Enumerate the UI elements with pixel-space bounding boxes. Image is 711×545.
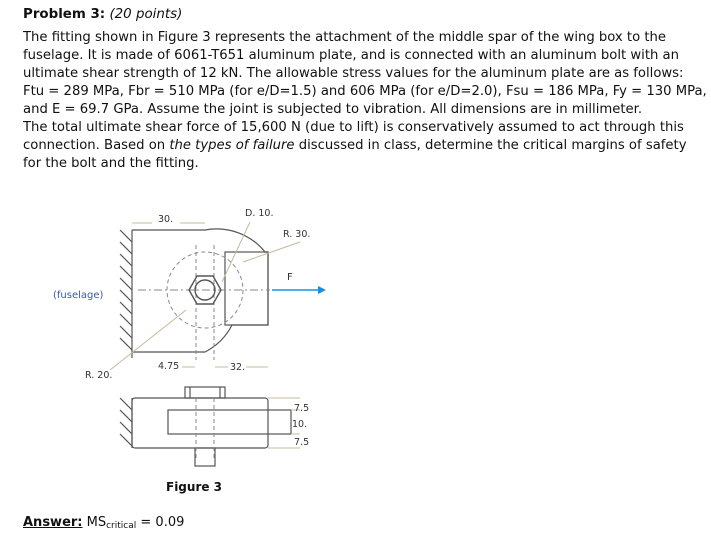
dim-d10-label: D. 10.: [245, 208, 274, 219]
line-7-end: discussed in class, determine the critical margins of safety: [294, 138, 687, 153]
ms-subscript: critical: [106, 521, 137, 531]
statement-line-7: [23, 137, 693, 155]
statement-line-2: fuselage. It is made of 6061-T651 aluminum plate, and is connected with an aluminum bolt with an: [23, 48, 679, 63]
answer-label: Answer:: [23, 515, 83, 530]
hidden-lines-side: [196, 398, 214, 460]
problem-label: Problem 3:: [23, 7, 106, 22]
line-7-emphasis: the types of failure: [169, 138, 295, 153]
fuselage-label: (fuselage): [53, 290, 104, 301]
dimension-labels-top: [85, 208, 310, 381]
fitting-top-view: [132, 229, 268, 352]
hidden-lines-top: [138, 245, 270, 360]
fuselage-wall-top: [120, 230, 132, 358]
dim-475-label: 4.75: [158, 361, 180, 372]
force-arrow: [272, 272, 326, 294]
figure-3-drawing: [0, 185, 711, 505]
statement-line-3: ultimate shear strength of 12 kN. The allowable stress values for the aluminum plate are as follows:: [23, 66, 684, 81]
dim-75-top-label: 7.5: [294, 403, 310, 414]
line-7-start: connection. Based on: [23, 138, 170, 153]
fuselage-wall-side: [120, 398, 132, 448]
dim-r30-label: R. 30.: [283, 229, 311, 240]
dim-32-label: 32.: [230, 362, 246, 373]
statement-line-5: and E = 69.7 GPa. Assume the joint is subjected to vibration. All dimensions are in millimeter.: [23, 102, 643, 117]
dim-10-label: 10.: [292, 419, 308, 430]
fitting-side-view: [132, 387, 291, 466]
problem-title: [23, 7, 182, 22]
answer-line: [23, 515, 184, 531]
statement-line-8: for the bolt and the fitting.: [23, 156, 199, 171]
statement-line-1: The fitting shown in Figure 3 represents the attachment of the middle spar of the wing box to the: [23, 30, 667, 45]
problem-statement: [23, 29, 707, 173]
dim-30-label: 30.: [158, 214, 174, 225]
force-label: F: [287, 272, 293, 283]
statement-line-6: The total ultimate shear force of 15,600 N (due to lift) is conservatively assumed to act through this: [23, 120, 684, 135]
dim-75-bottom-label: 7.5: [294, 437, 310, 448]
statement-line-4: Ftu = 289 MPa, Fbr = 510 MPa (for e/D=1.5) and 606 MPa (for e/D=2.0), Fsu = 186 MPa, Fy = 130 MPa,: [23, 84, 707, 99]
dimension-labels-side: [292, 403, 309, 448]
problem-points: (20 points): [109, 7, 183, 22]
dimension-lines-top: [110, 222, 300, 370]
ms-symbol: MS: [86, 515, 107, 530]
dim-r20-label: R. 20.: [85, 370, 113, 381]
figure-caption: Figure 3: [166, 480, 223, 494]
answer-value: = 0.09: [136, 515, 185, 530]
